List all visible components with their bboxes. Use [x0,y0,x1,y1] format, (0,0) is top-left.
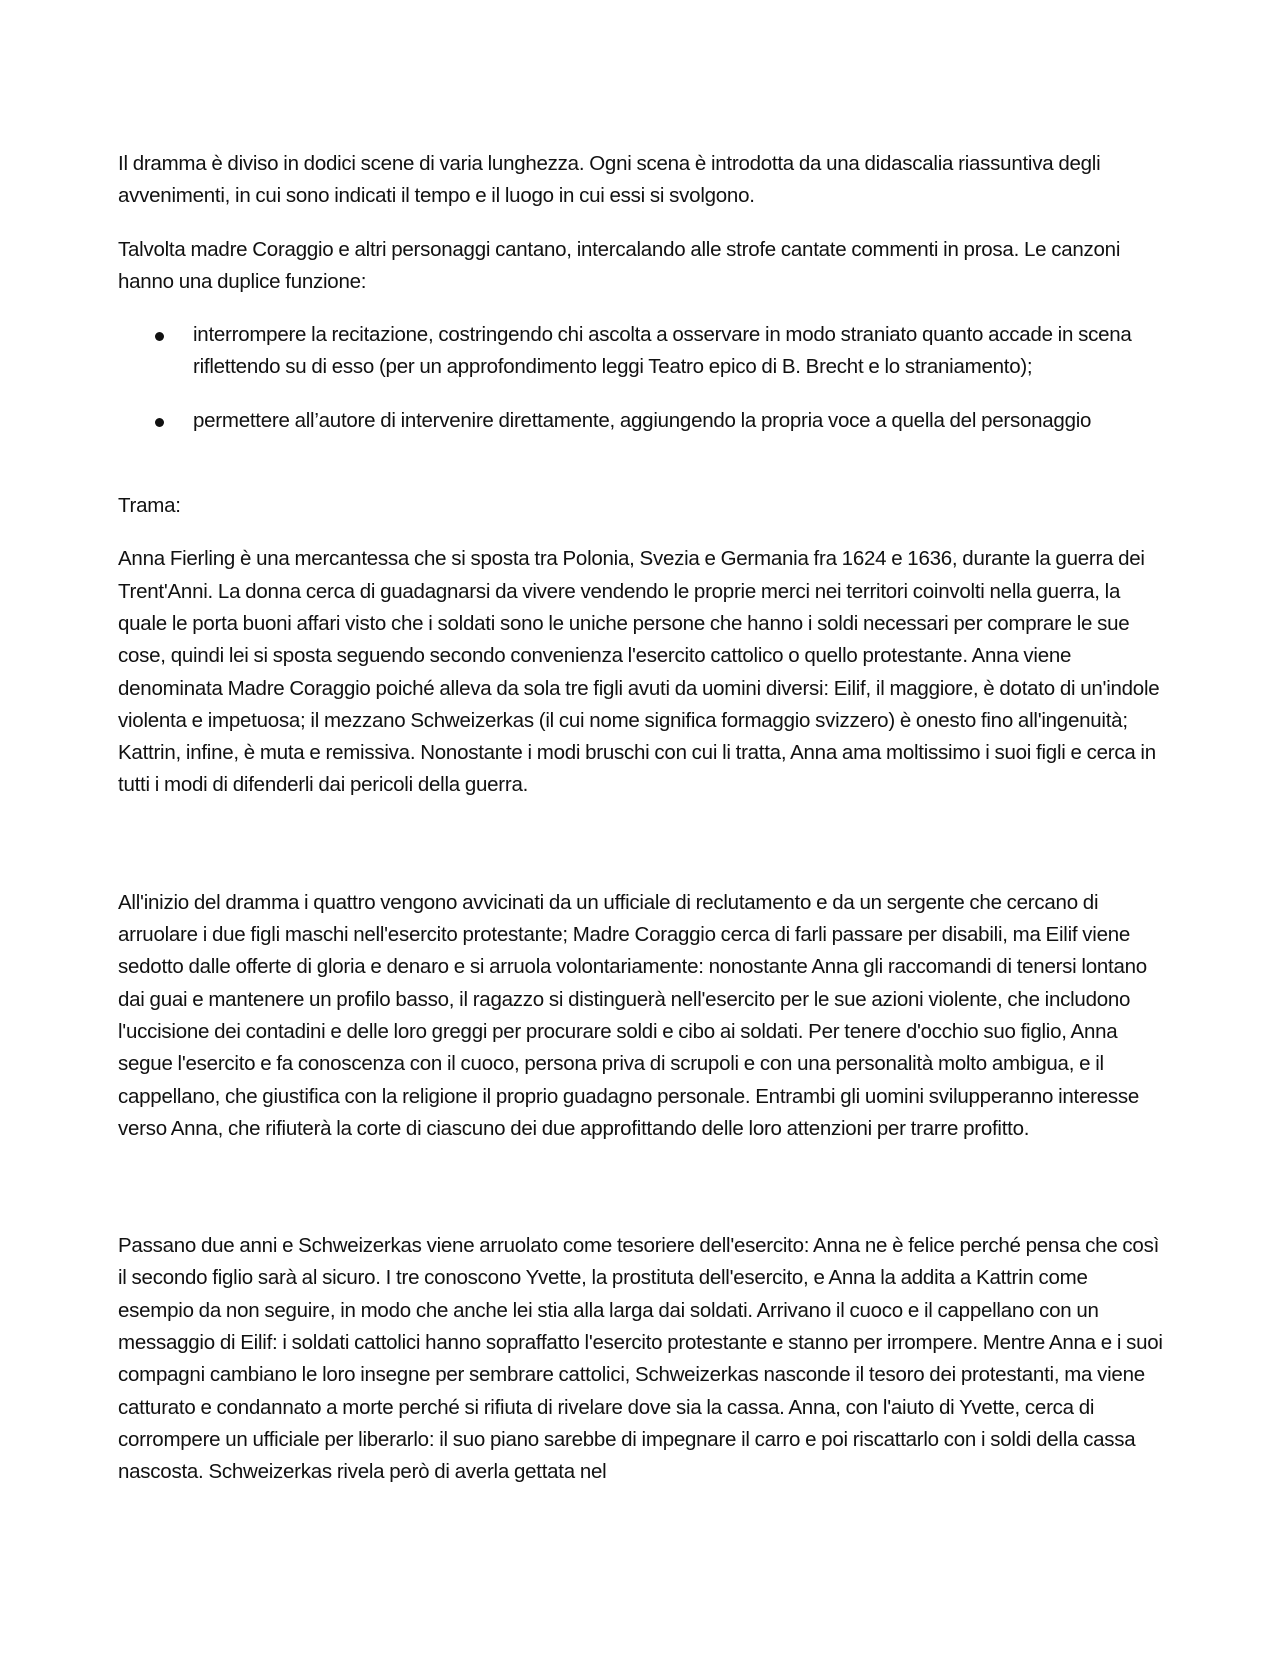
list-item-text: permettere all’autore di intervenire direttamente, aggiungendo la propria voce a quella del personaggio [193,408,1092,432]
spacer [118,522,1168,543]
list-item [118,319,1168,384]
intro-paragraph-2: Talvolta madre Coraggio e altri personaggi cantano, intercalando alle strofe cantate commenti in prosa. Le canzoni hanno una duplice funzione: [118,237,1121,293]
function-list [118,319,1168,437]
list-item [118,405,1168,437]
spacer [118,298,1168,319]
plot-paragraph-1: Anna Fierling è una mercantessa che si sposta tra Polonia, Svezia e Germania fra 1624 e 1636, durante la guerra dei Trent'Anni. La donna cerca di guadagnarsi da vivere vendendo le proprie merci nei territori coinvolti nella guerra, la quale le porta buoni affari visto che i soldati sono le uniche persone che hanno i soldi necessari per comprare le sue cose, quindi lei si sposta seguendo secondo convenienza l'esercito cattolico o quello protestante. Anna viene denominata Madre Coraggio poiché alleva da sola tre figli avuti da uomini diversi: Eilif, il maggiore, è dotato di un'indole violenta e impetuosa; il mezzano Schweizerkas (il cui nome significa formaggio svizzero) è onesto fino all'ingenuità; Kattrin, infine, è muta e remissiva. Nonostante i modi bruschi con cui li tratta, Anna ama moltissimo i suoi figli e cerca in tutti i modi di difenderli dai pericoli della guerra. [118,547,1160,797]
plot-paragraph-2: All'inizio del dramma i quattro vengono avvicinati da un ufficiale di reclutamento e da un sergente che cercano di arruolare i due figli maschi nell'esercito protestante; Madre Coraggio cerca di farli passare per disabili, ma Eilif viene sedotto dalle offerte di gloria e denaro e si arruola volontariamente: nonostante Anna gli raccomandi di tenersi lontano dai guai e mantenere un profilo basso, il ragazzo si distinguerà nell'esercito per le sue azioni violente, che includono l'uccisione dei contadini e delle loro greggi per procurare soldi e cibo ai soldati. Per tenere d'occhio suo figlio, Anna segue l'esercito e fa conoscenza con il cuoco, persona priva di scrupoli e con una personalità molto ambigua, e il cappellano, che giustifica con la religione il proprio guadagno personale. Entrambi gli uomini svilupperanno interesse verso Anna, che rifiuterà la corte di ciascuno dei due approfittando delle loro attenzioni per trarre profitto. [118,890,1147,1140]
section-heading: Trama: [118,494,181,518]
list-item-text: interrompere la recitazione, costringendo chi ascolta a osservare in modo straniato quanto accade in scena riflettendo su di esso (per un approfondimento leggi Teatro epico di B. Brecht e lo straniamento); [193,323,1132,379]
spacer [118,802,1168,887]
spacer [118,1145,1168,1230]
bullet-icon [155,418,164,427]
bullet-icon [155,332,164,341]
spacer [118,213,1168,234]
document-page [118,148,1168,1489]
intro-paragraph-1: Il dramma è diviso in dodici scene di varia lunghezza. Ogni scena è introdotta da una didascalia riassuntiva degli avvenimenti, in cui sono indicati il tempo e il luogo in cui essi si svolgono. [118,152,1101,208]
spacer [118,437,1168,490]
plot-paragraph-3: Passano due anni e Schweizerkas viene arruolato come tesoriere dell'esercito: Anna ne è felice perché pensa che così il secondo figlio sarà al sicuro. I tre conoscono Yvette, la prostituta dell'esercito, e Anna la addita a Kattrin come esempio da non seguire, in modo che anche lei stia alla larga dai soldati. Arrivano il cuoco e il cappellano con un messaggio di Eilif: i soldati cattolici hanno sopraffatto l'esercito protestante e stanno per irrompere. Mentre Anna e i suoi compagni cambiano le loro insegne per sembrare cattolici, Schweizerkas nasconde il tesoro dei protestanti, ma viene catturato e condannato a morte perché si rifiuta di rivelare dove sia la cassa. Anna, con l'aiuto di Yvette, cerca di corrompere un ufficiale per liberarlo: il suo piano sarebbe di impegnare il carro e poi riscattarlo con i soldi della cassa nascosta. Schweizerkas rivela però di averla gettata nel [118,1234,1163,1484]
